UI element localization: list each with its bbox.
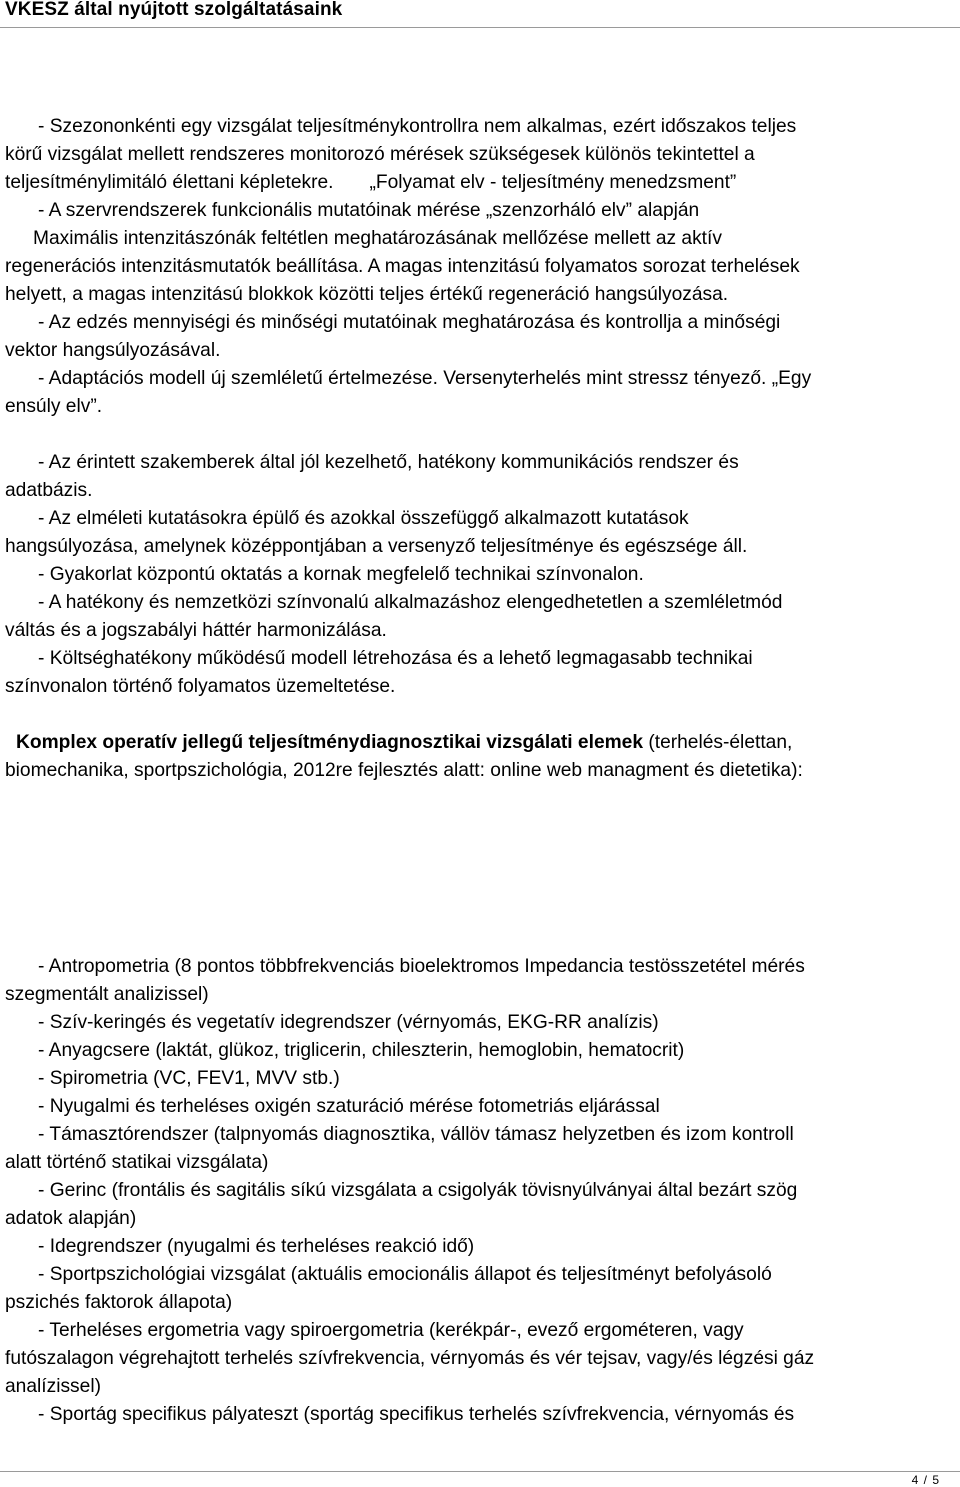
text-line: (terhelés-élettan, xyxy=(643,732,793,753)
paragraph xyxy=(5,225,955,253)
spacer xyxy=(5,421,955,449)
text-line: - Gyakorlat központú oktatás a kornak megfelelő technikai színvonalon. xyxy=(38,564,644,585)
list-item xyxy=(5,1233,955,1261)
list-item xyxy=(5,1037,955,1065)
paragraph xyxy=(5,505,955,533)
text-line: adatok alapján) xyxy=(5,1208,137,1229)
section-heading xyxy=(5,729,955,757)
list-item xyxy=(5,1177,955,1205)
text-line: - Gerinc (frontális és sagitális síkú vizsgálata a csigolyák tövisnyúlványai által bezárt szög xyxy=(38,1180,798,1201)
header-title: VKESZ által nyújtott szolgáltatásaink xyxy=(5,0,343,20)
text-line: - Sportpszichológiai vizsgálat (aktuális emocionális állapot és teljesítményt befolyásoló xyxy=(38,1264,772,1285)
text-line: - Az edzés mennyiségi és minőségi mutatóinak meghatározása és kontrollja a minőségi xyxy=(38,312,781,333)
text-line: - Költséghatékony működésű modell létrehozása és a lehető legmagasabb technikai xyxy=(38,648,753,669)
text-line: - A hatékony és nemzetközi színvonalú alkalmazáshoz elengedhetetlen a szemléletmód xyxy=(38,592,783,613)
text-line: - Anyagcsere (laktát, glükoz, triglicerin, chileszterin, hemoglobin, hematocrit) xyxy=(38,1040,685,1061)
text-line: vektor hangsúlyozásával. xyxy=(5,340,221,361)
text-line: hangsúlyozása, amelynek középpontjában a versenyző teljesítménye és egészsége áll. xyxy=(5,536,748,557)
list-item-continuation xyxy=(5,1289,955,1317)
list-item-continuation xyxy=(5,1373,955,1401)
text-line: - Szív-keringés és vegetatív idegrendszer (vérnyomás, EKG-RR analízis) xyxy=(38,1012,659,1033)
list-item xyxy=(5,1261,955,1289)
list-item xyxy=(5,1009,955,1037)
page-number: 4 / 5 xyxy=(911,1473,940,1487)
spacer xyxy=(5,785,955,953)
text-line: helyett, a magas intenzitású blokkok közötti teljes értékű regeneráció hangsúlyozása. xyxy=(5,284,729,305)
text-line: adatbázis. xyxy=(5,480,93,501)
paragraph xyxy=(5,757,955,785)
paragraph xyxy=(5,673,955,701)
paragraph xyxy=(5,197,955,225)
text-line: Maximális intenzitászónák feltétlen meghatározásának mellőzése mellett az aktív xyxy=(33,228,722,249)
text-line: színvonalon történő folyamatos üzemeltetése. xyxy=(5,676,396,697)
text-line: regenerációs intenzitásmutatók beállítása. A magas intenzitású folyamatos sorozat terhelések xyxy=(5,256,800,277)
spacer xyxy=(5,701,955,729)
text-line: - Terheléses ergometria vagy spiroergometria (kerékpár-, evező ergométeren, vagy xyxy=(38,1320,744,1341)
paragraph xyxy=(5,281,955,309)
text-line: - Támasztórendszer (talpnyomás diagnosztika, vállöv támasz helyzetben és izom kontroll xyxy=(38,1124,794,1145)
text-line: - Szezononkénti egy vizsgálat teljesítménykontrollra nem alkalmas, ezért időszakos teljes xyxy=(38,116,797,137)
paragraph xyxy=(5,113,955,141)
text-line: - Az érintett szakemberek által jól kezelhető, hatékony kommunikációs rendszer és xyxy=(38,452,739,473)
text-line: pszichés faktorok állapota) xyxy=(5,1292,233,1313)
list-item-continuation xyxy=(5,1345,955,1373)
text-line: - Adaptációs modell új szemléletű értelmezése. Versenyterhelés mint stressz tényező. „Egy xyxy=(38,368,812,389)
text-line: - Idegrendszer (nyugalmi és terheléses reakció idő) xyxy=(38,1236,475,1257)
paragraph xyxy=(5,169,955,197)
list-item xyxy=(5,953,955,981)
paragraph xyxy=(5,561,955,589)
paragraph xyxy=(5,337,955,365)
text-line: futószalagon végrehajtott terhelés szívfrekvencia, vérnyomás és vér tejsav, vagy/és légzési gáz xyxy=(5,1348,815,1369)
list-item-continuation xyxy=(5,1149,955,1177)
text-line: - Sportág specifikus pályateszt (sportág specifikus terhelés szívfrekvencia, vérnyomás és xyxy=(38,1404,795,1425)
text-line: szegmentált analizissel) xyxy=(5,984,209,1005)
paragraph xyxy=(5,365,955,393)
paragraph xyxy=(5,589,955,617)
list-item xyxy=(5,1093,955,1121)
text-line: - Spirometria (VC, FEV1, MVV stb.) xyxy=(38,1068,340,1089)
paragraph xyxy=(5,141,955,169)
footer-divider xyxy=(0,1471,960,1472)
text-line: „Folyamat elv - teljesítmény menedzsment” xyxy=(369,172,737,193)
text-line: teljesítménylimitáló élettani képletekre. xyxy=(5,172,334,193)
paragraph xyxy=(5,253,955,281)
paragraph xyxy=(5,309,955,337)
list-item xyxy=(5,1317,955,1345)
paragraph xyxy=(5,393,955,421)
text-line: - Az elméleti kutatásokra épülő és azokkal összefüggő alkalmazott kutatások xyxy=(38,508,689,529)
paragraph xyxy=(5,645,955,673)
text-line: - Nyugalmi és terheléses oxigén szaturáció mérése fotometriás eljárással xyxy=(38,1096,660,1117)
list-item xyxy=(5,1065,955,1093)
paragraph xyxy=(5,617,955,645)
list-item-continuation xyxy=(5,981,955,1009)
text-line: alatt történő statikai vizsgálata) xyxy=(5,1152,269,1173)
document-body xyxy=(5,113,955,1429)
list-item xyxy=(5,1401,955,1429)
paragraph xyxy=(5,533,955,561)
list-item xyxy=(5,1121,955,1149)
paragraph xyxy=(5,477,955,505)
section-heading-bold: Komplex operatív jellegű teljesítménydiagnosztikai vizsgálati elemek xyxy=(16,732,644,753)
text-line: körű vizsgálat mellett rendszeres monitorozó mérések szükségesek különös tekintettel a xyxy=(5,144,755,165)
text-line: analízissel) xyxy=(5,1376,101,1397)
paragraph xyxy=(5,449,955,477)
page-header xyxy=(0,0,960,28)
text-line: - Antropometria (8 pontos többfrekvenciás bioelektromos Impedancia testösszetétel mérés xyxy=(38,956,805,977)
list-item-continuation xyxy=(5,1205,955,1233)
text-line: váltás és a jogszabályi háttér harmonizálása. xyxy=(5,620,387,641)
text-line: - A szervrendszerek funkcionális mutatóinak mérése „szenzorháló elv” alapján xyxy=(38,200,700,221)
text-line: biomechanika, sportpszichológia, 2012re fejlesztés alatt: online web managment és dietetika): xyxy=(5,760,803,781)
text-line: ensúly elv”. xyxy=(5,396,103,417)
